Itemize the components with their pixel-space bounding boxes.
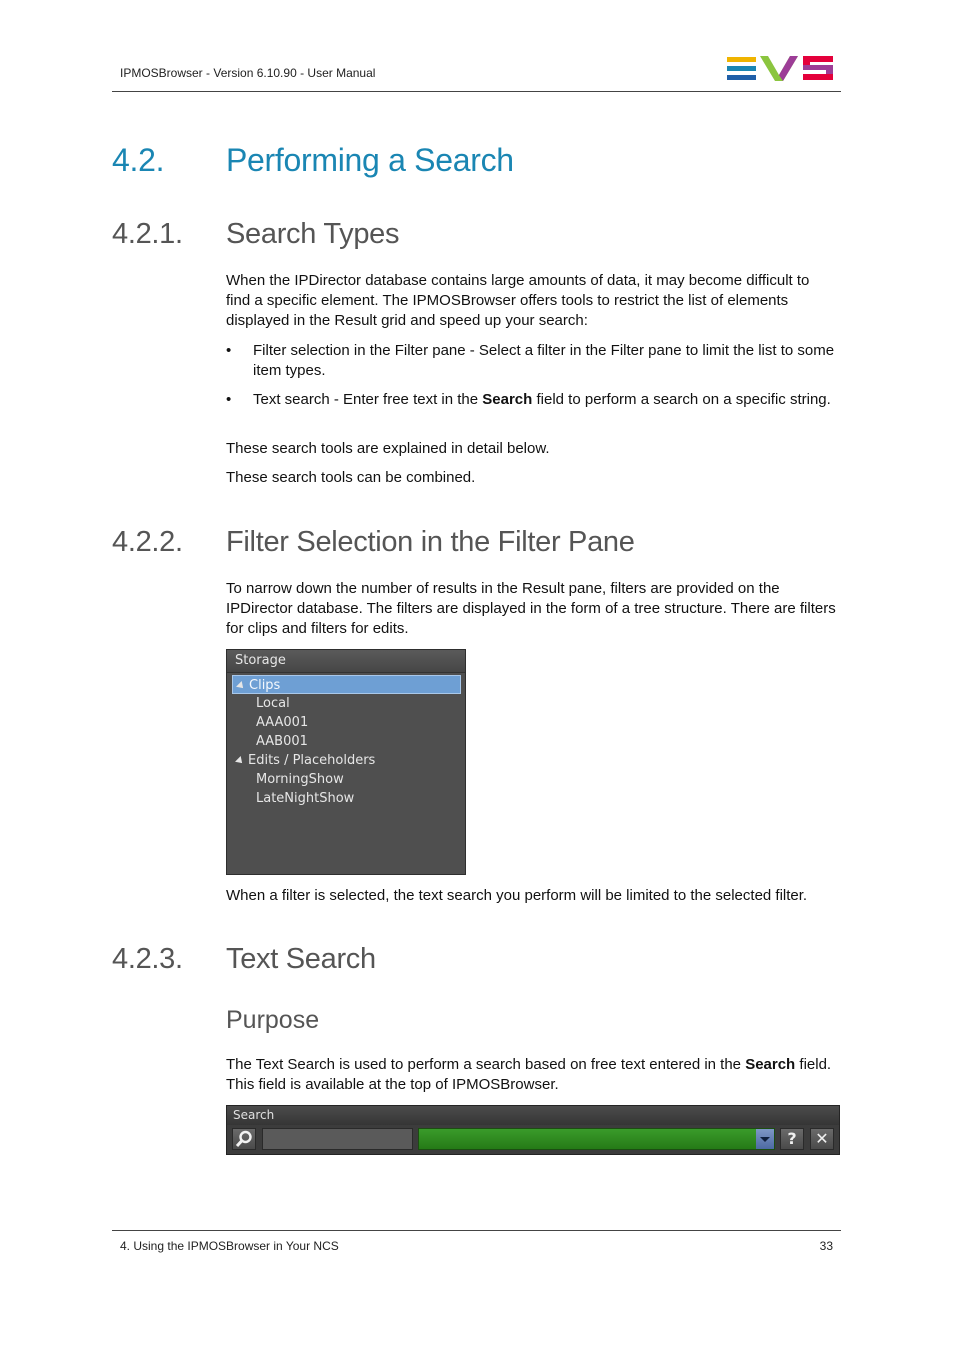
paragraph: These search tools are explained in detail below. bbox=[226, 440, 550, 457]
clear-search-button[interactable]: ✕ bbox=[810, 1128, 834, 1150]
section-heading-4-2-1 bbox=[112, 218, 399, 251]
tree-item-aab001[interactable]: AAB001 bbox=[256, 734, 308, 749]
filter-intro: To narrow down the number of results in the Result pane, filters are provided on the IPDirector database. The filters are displayed in the form of a tree structure. There are filters for clips and filters for edits. bbox=[226, 580, 836, 637]
paragraph: These search tools can be combined. bbox=[226, 469, 476, 486]
search-scope-dropdown[interactable] bbox=[418, 1128, 775, 1150]
tree-item-aaa001[interactable]: AAA001 bbox=[256, 715, 309, 730]
expand-triangle-icon[interactable] bbox=[235, 756, 245, 766]
search-bar-title: Search bbox=[233, 1108, 275, 1122]
tree-item-local[interactable]: Local bbox=[256, 696, 290, 711]
filter-after-text: When a filter is selected, the text search you perform will be limited to the selected filter. bbox=[226, 887, 808, 904]
logo-bar-yellow bbox=[727, 57, 756, 62]
footer-chapter: 4. Using the IPMOSBrowser in Your NCS bbox=[120, 1239, 339, 1253]
logo-bar-teal bbox=[727, 66, 756, 71]
storage-filter-pane bbox=[226, 649, 466, 875]
text-search-intro: The Text Search is used to perform a search based on free text entered in the Search field. This field is available at the top of IPMOSBrowser. bbox=[226, 1056, 832, 1093]
search-bar-header bbox=[227, 1106, 839, 1125]
storage-pane-header bbox=[227, 650, 465, 673]
section-number: 4.2.1. bbox=[112, 218, 183, 250]
logo-v bbox=[760, 56, 798, 81]
expand-triangle-icon[interactable] bbox=[236, 681, 246, 691]
section-heading-4-2-3 bbox=[112, 943, 376, 976]
page-header bbox=[112, 50, 841, 92]
bullet-text: Filter selection in the Filter pane - Select a filter in the Filter pane to limit the list to some item types. bbox=[253, 342, 835, 379]
magnifier-icon bbox=[235, 1130, 253, 1148]
page-number: 33 bbox=[819, 1239, 833, 1253]
section-number: 4.2.3. bbox=[112, 943, 183, 975]
logo-bar-blue bbox=[727, 75, 756, 80]
chevron-down-icon[interactable] bbox=[756, 1129, 774, 1149]
page-footer bbox=[112, 1230, 841, 1253]
section-number: 4.2.2. bbox=[112, 526, 183, 558]
section-heading-4-2-2 bbox=[112, 526, 635, 559]
storage-pane-title: Storage bbox=[235, 653, 286, 668]
bullet-text: Text search - Enter free text in the Search field to perform a search on a specific string. bbox=[253, 391, 831, 408]
document-title: IPMOSBrowser - Version 6.10.90 - User Manual bbox=[120, 66, 376, 80]
search-text-input[interactable] bbox=[262, 1128, 413, 1150]
purpose-heading: Purpose bbox=[226, 1006, 320, 1034]
search-button[interactable] bbox=[232, 1128, 256, 1150]
help-button[interactable]: ? bbox=[780, 1128, 804, 1150]
tree-item-clips[interactable]: Clips bbox=[232, 675, 461, 694]
evs-logo bbox=[727, 53, 833, 81]
section-heading-4-2 bbox=[112, 142, 514, 179]
section-title: Search Types bbox=[226, 218, 400, 250]
tree-item-morningshow[interactable]: MorningShow bbox=[256, 772, 344, 787]
tree-item-edits-placeholders[interactable]: Edits / Placeholders bbox=[236, 751, 375, 770]
section-title: Text Search bbox=[226, 943, 376, 975]
section-title: Performing a Search bbox=[226, 142, 514, 178]
section-number: 4.2. bbox=[112, 142, 165, 178]
search-types-intro: When the IPDirector database contains large amounts of data, it may become difficult to find a specific element. The IPMOSBrowser offers tools to restrict the list of elements displayed in the Result grid and speed up your search: bbox=[226, 272, 810, 329]
tree-item-latenightshow[interactable]: LateNightShow bbox=[256, 791, 355, 806]
logo-s-bottom bbox=[803, 74, 833, 80]
section-title: Filter Selection in the Filter Pane bbox=[226, 526, 635, 558]
search-bar-panel bbox=[226, 1105, 840, 1155]
